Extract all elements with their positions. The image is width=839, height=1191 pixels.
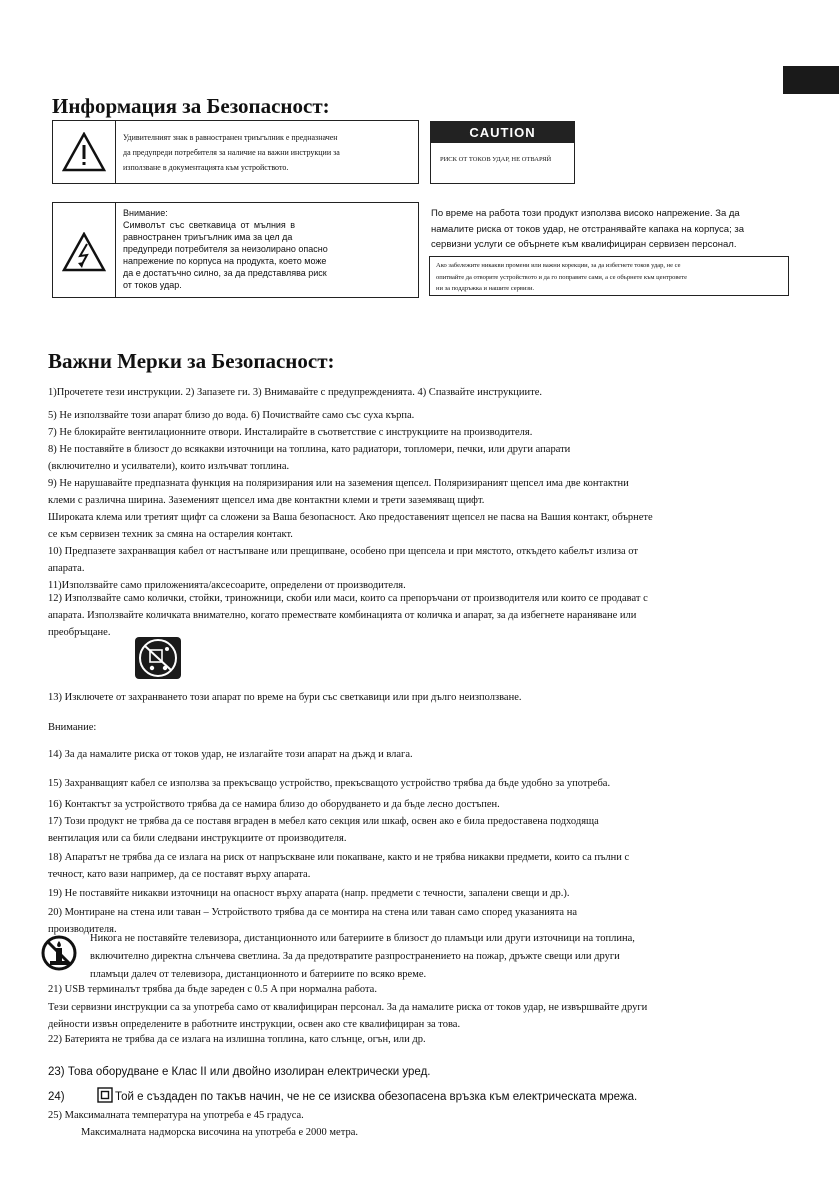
caution-text: РИСК ОТ ТОКОВ УДАР, НЕ ОТВАРЯЙ <box>440 156 552 163</box>
text-line: 22) Батерията не трябва да се излага на излишна топлина, като слънце, огън, или др. <box>48 1034 426 1045</box>
lightning-warning-box <box>52 202 419 298</box>
measure-item-12 <box>48 590 784 641</box>
list-item: 16) Контактът за устройството трябва да се намира близо до оборудването и да бъде лесно достъпен. <box>48 799 500 810</box>
list-item: 17) Този продукт не трябва да се поставя вграден в мебел като секция или шкаф, освен ако е била предоставена подходяща <box>48 816 599 827</box>
measure-item-24-number: 24) <box>48 1091 65 1103</box>
text-line: 15) Захранващият кабел се използва за прекъсващо устройство, прекъсващото устройство трябва да бъде удобно за употреба. <box>48 778 611 789</box>
list-item: 11)Използвайте само приложенията/аксесоарите, определени от производителя. <box>48 580 406 591</box>
text-line: 14) За да намалите риска от токов удар, не излагайте този апарат на дъжд и влага. <box>48 749 413 760</box>
measure-item-23: 23) Това оборудване е Клас II или двойно изолиран електрически уред. <box>48 1066 431 1078</box>
text-line: Внимание: <box>123 208 168 218</box>
text-line: ни за поддръжка и нашите сервизи. <box>436 285 535 292</box>
text-line: дейности извън определените в работните инструкции, освен ако сте квалифициран за това. <box>48 1019 461 1030</box>
list-item: 19) Не поставяйте никакви източници на опасност върху апарата (напр. предмети с течности, запалени свещи и др.). <box>48 888 570 899</box>
text-line: апарата. Използвайте количката внимателно, когато премествате комбинацията от количка и апарат, за да избегнете нараняване или <box>48 610 637 621</box>
text-line: Символът със светкавица от мълния в <box>123 220 296 230</box>
measure-item-15 <box>48 775 784 792</box>
cart-tipover-warning-icon <box>135 637 181 679</box>
text-line: Никога не поставяйте телевизора, дистанционното или батериите в близост до пламъци или други източници на топлина, <box>90 933 635 944</box>
measures-16-20 <box>48 796 784 938</box>
measure-item-21 <box>48 981 784 998</box>
measure-item-13 <box>48 689 784 706</box>
measures-list <box>48 384 784 594</box>
text-line: да е достатъчно силно, за да представлява риск <box>123 268 327 278</box>
text-line: Максималната надморска височина на употреба е 2000 метра. <box>81 1127 358 1138</box>
list-item: 1)Прочетете тези инструкции. 2) Запазете ги. 3) Внимавайте с предупрежденията. 4) Спазвайте инструкциите. <box>48 387 543 398</box>
text-line: Тези сервизни инструкции са за употреба само от квалифициран персонал. За да намалите риска от токов удар, не извършвайте други <box>48 1002 648 1013</box>
list-item: производителя. <box>48 924 117 935</box>
measure-item-22 <box>48 1031 784 1048</box>
text-line: Удивителният знак в равностранен триъгълник е предназначен <box>123 133 338 142</box>
service-instructions-note <box>48 999 784 1033</box>
text-line: преобръщане. <box>48 627 111 638</box>
text-line: напрежение по корпуса на продукта, което може <box>123 256 327 266</box>
list-item: Широката клема или третият щифт са сложени за Ваша безопасност. Ако предоставеният щепсел не пасва на Вашия контакт, обърнете <box>48 512 653 523</box>
chapter-tab-marker <box>783 66 839 94</box>
text-line: 25) Максималната температура на употреба е 45 градуса. <box>48 1110 304 1121</box>
list-item: се към сервизен техник за смяна на остарелия контакт. <box>48 529 293 540</box>
text-line: от токов удар. <box>123 280 182 290</box>
list-item: 7) Не блокирайте вентилационните отвори. Инсталирайте в съответствие с инструкциите на производителя. <box>48 427 533 438</box>
text-line: намалите риска от токов удар, не отстранявайте капака на корпуса; за <box>431 223 744 235</box>
text-line: пламъци далеч от телевизора, дистанционното и батериите по всяко време. <box>90 969 427 980</box>
text-line: 12) Използвайте само колички, стойки, триножници, скоби или маси, които са препоръчани от производителя или които се продават с <box>48 593 648 604</box>
text-line: опитвайте да отворите устройството и да го поправяте сами, а се обърнете към центровете <box>436 273 688 281</box>
text-line: предупреди потребителя за неизолирано опасно <box>123 244 328 254</box>
no-candle-warning-icon <box>41 935 77 971</box>
list-item: 18) Апаратът не трябва да се излага на риск от напръскване или покапване, както и не трябва никакви предмети, които са пълни с <box>48 852 630 863</box>
text-line: да предупреди потребителя за наличие на важни инструкции за <box>123 148 340 157</box>
list-item: апарата. <box>48 563 85 574</box>
attention-label <box>48 719 784 736</box>
text-line: равностранен триъгълник има за цел да <box>123 232 293 242</box>
measure-item-25 <box>48 1107 784 1141</box>
text-line: Ако забележите никакви промени или важни корекции, за да избегнете токов удар, не се <box>436 262 681 269</box>
lightning-triangle-icon <box>62 232 106 272</box>
text-line: Внимание: <box>48 722 97 733</box>
class-ii-double-square-icon <box>97 1087 113 1103</box>
important-measures-title: Важни Мерки за Безопасност: <box>48 349 335 373</box>
list-item: 10) Предпазете захранващия кабел от настъпване или прещипване, особено при щепсела и при мястото, откъдето кабелът излиза от <box>48 546 638 557</box>
list-item: 9) Не нарушавайте предпазната функция на поляризирания или на заземения щепсел. Поляризираният щепсел има две контактни <box>48 478 629 489</box>
list-item: клеми с различна ширина. Заземеният щепсел има две контактни клеми и трети заземяващ щифт. <box>48 495 485 506</box>
exclamation-triangle-icon <box>62 132 106 172</box>
list-item: 8) Не поставяйте в близост до всякакви източници на топлина, като радиатори, топломери, печки, или други апарати <box>48 444 571 455</box>
text-line: включително директна слънчева светлина. За да предотвратите разпространението на пожар, дръжте свещи или други <box>90 951 620 962</box>
measure-item-24-text: Той е създаден по такъв начин, че не се изисква обезопасена връзка към електрическата мрежа. <box>115 1091 638 1103</box>
text-line: сервизни услуги се обърнете към квалифициран сервизен персонал. <box>431 239 737 250</box>
exclamation-warning-box <box>52 120 419 184</box>
caution-header: CAUTION <box>431 122 574 143</box>
list-item: (включително и усилватели), които излъчват топлина. <box>48 461 290 472</box>
safety-info-title: Информация за Безопасност: <box>52 94 330 118</box>
measure-item-14 <box>48 746 784 763</box>
caution-box <box>430 121 575 184</box>
text-line: 13) Изключете от захранването този апарат по време на бури със светкавици или при дълго неизползване. <box>48 692 522 703</box>
service-notice-box <box>429 256 789 296</box>
candle-warning-text <box>90 930 750 984</box>
high-voltage-notice <box>431 206 786 253</box>
list-item: течност, като вази например, да се поставят върху апарата. <box>48 869 311 880</box>
list-item: 20) Монтиране на стена или таван – Устройството трябва да се монтира на стена или таван само според указанията на <box>48 907 577 918</box>
list-item: вентилация или са били следвани инструкциите от производителя. <box>48 833 347 844</box>
list-item: 5) Не използвайте този апарат близо до вода. 6) Почиствайте само със суха кърпа. <box>48 410 415 421</box>
text-line: 21) USB терминалът трябва да бъде зареден с 0.5 A при нормална работа. <box>48 984 377 995</box>
text-line: използване в документацията към устройството. <box>123 163 289 172</box>
exclamation-description <box>123 130 415 175</box>
text-line: По време на работа този продукт използва високо напрежение. За да <box>431 208 740 219</box>
lightning-description <box>123 207 413 291</box>
